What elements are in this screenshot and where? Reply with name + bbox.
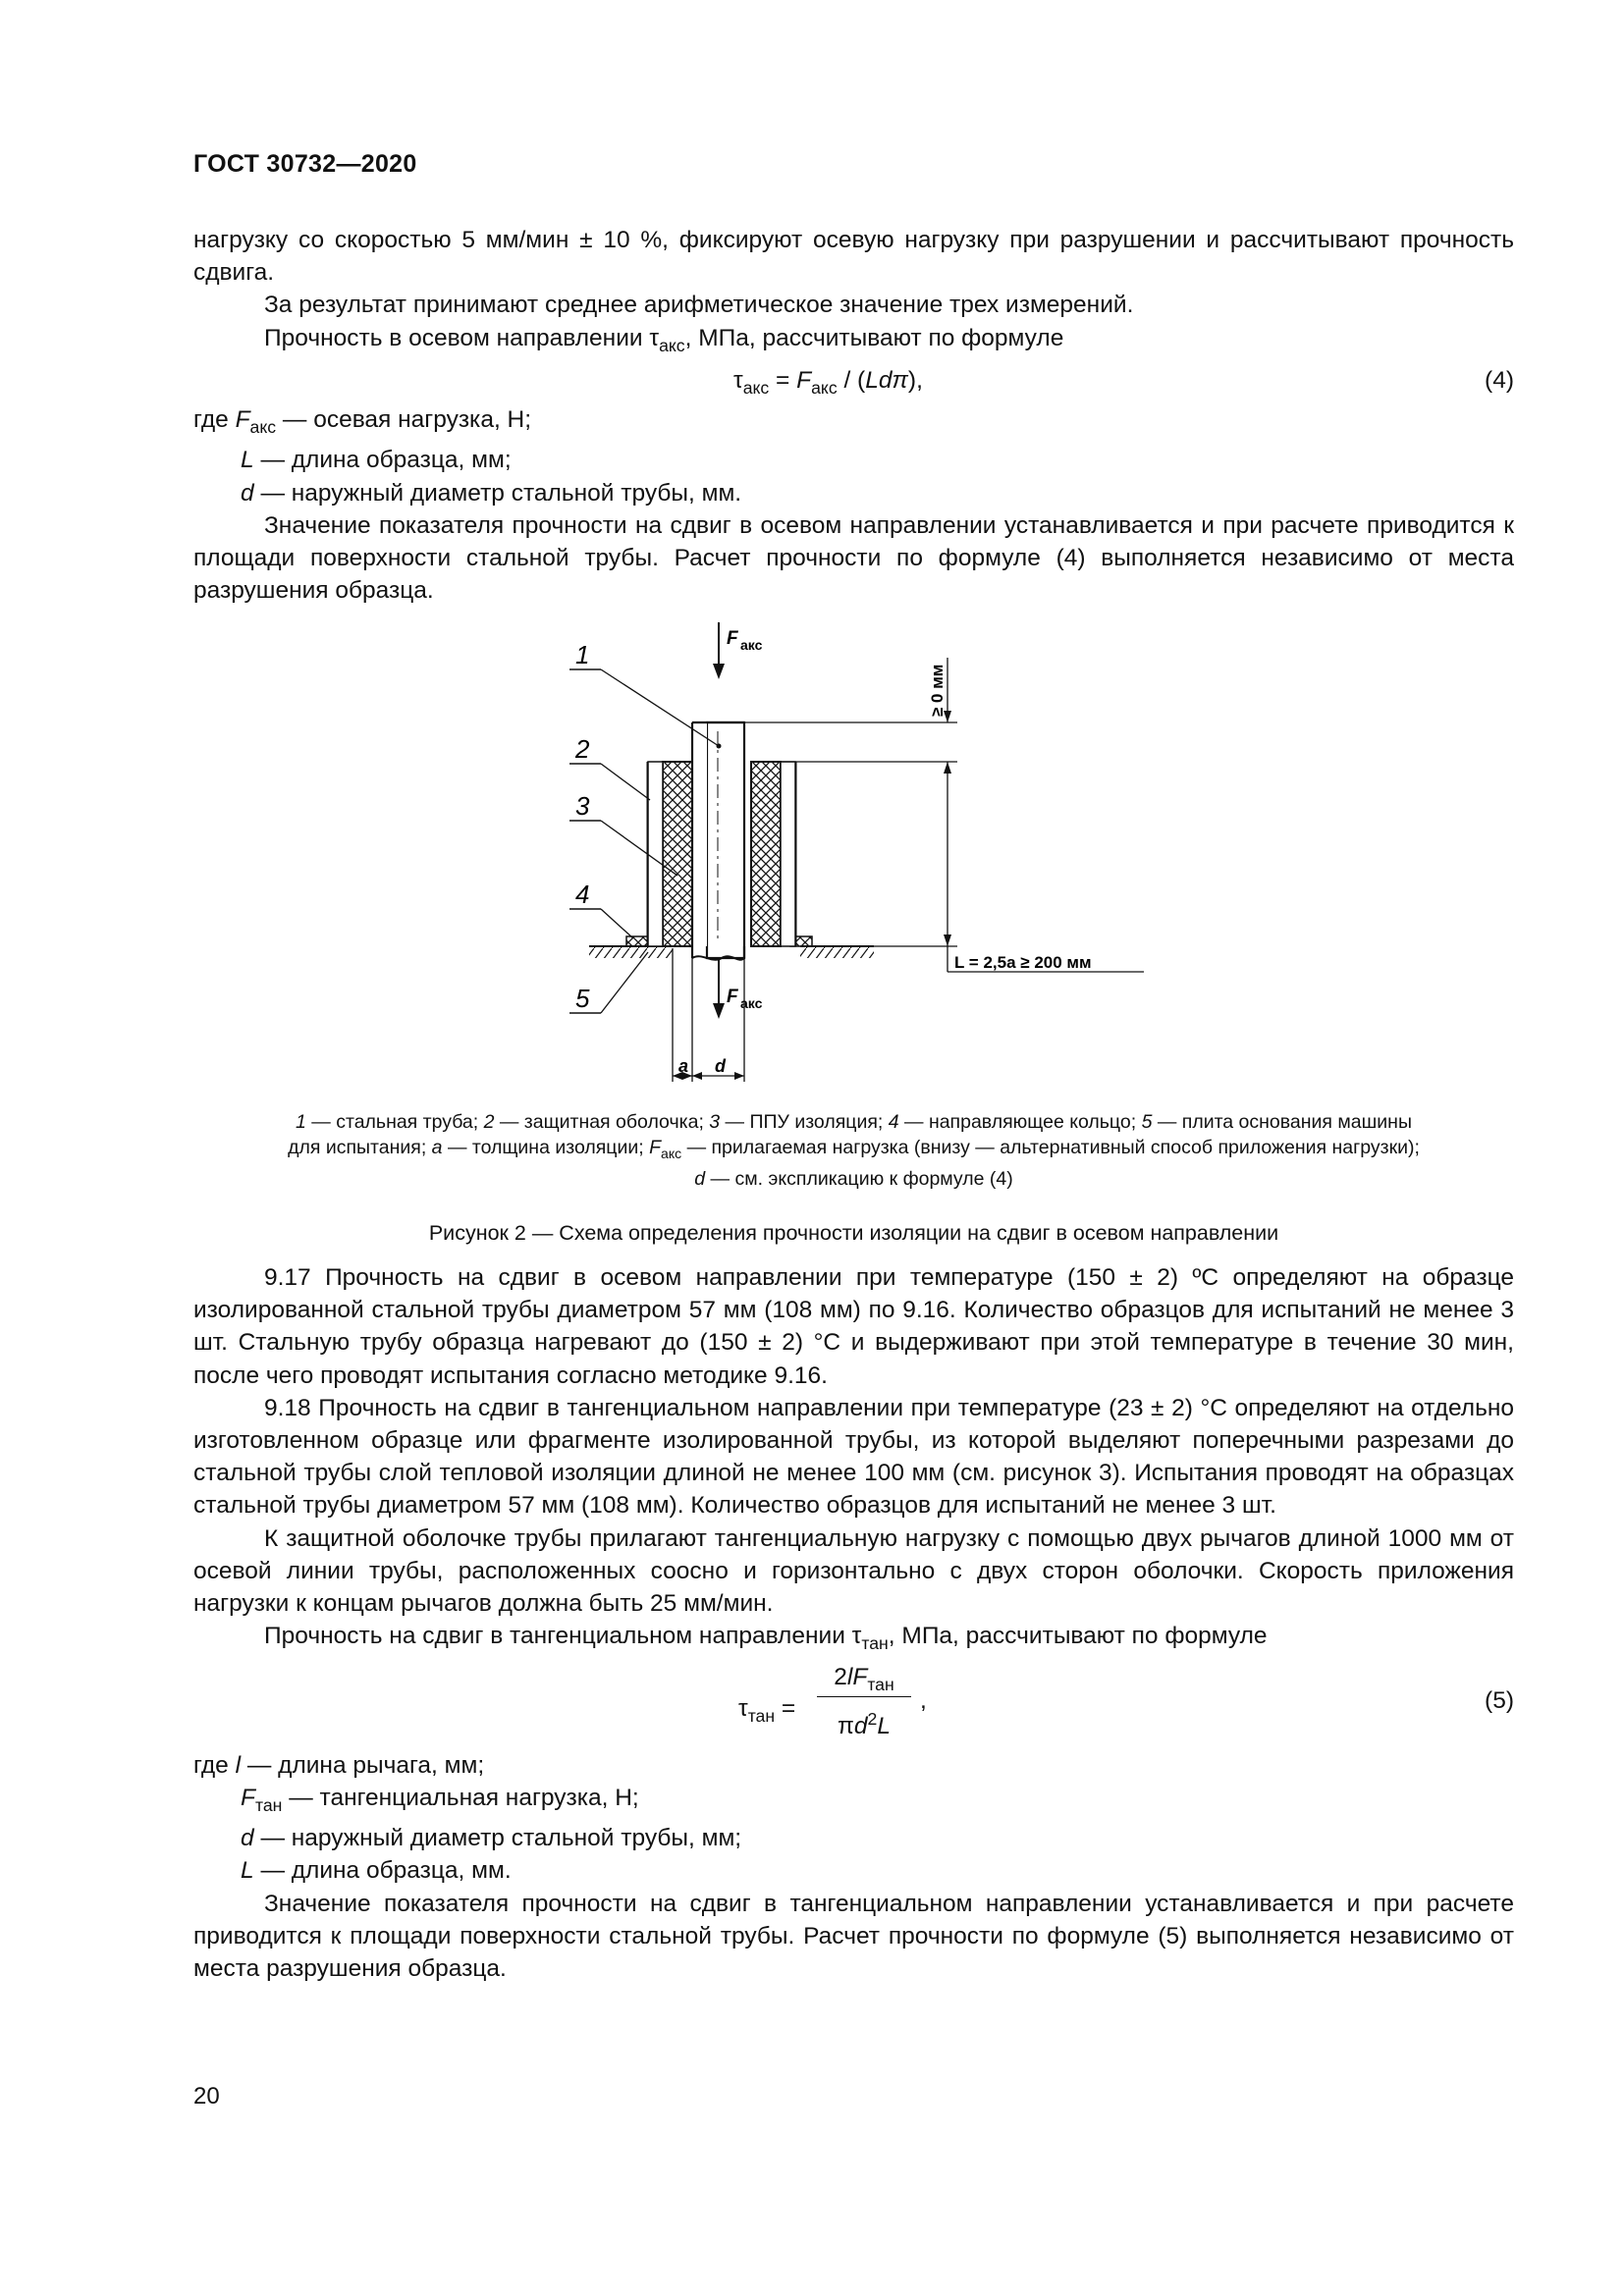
symbols-ld-pi: Ldπ — [865, 366, 908, 394]
text-run: — длина образца, мм; — [253, 447, 512, 474]
callout-3: 3 — [575, 791, 590, 821]
legend-text: — толщина изоляции; — [442, 1137, 650, 1158]
equals: = — [775, 1694, 796, 1722]
paragraph-axial-strength-intro — [193, 322, 1514, 362]
where-line-2 — [193, 444, 1514, 476]
legend-key: 1 — [296, 1111, 306, 1133]
symbol: l — [235, 1751, 242, 1779]
legend-key: 3 — [709, 1111, 721, 1133]
paragraph-9-18: 9.18 Прочность на сдвиг в тангенциальном направлении при температуре (23 ± 2) °С определяют на отдельно изготовленном образце или фрагменте изолированной трубы, из которой выделяют поперечными разрезами до стальной трубы слой тепловой изоляции длиной не менее 100 мм (см. рисунок 3). Испытания проводят на образцах стальной трубы диаметром 57 мм (108 мм). Количество образцов для испытаний не менее 3 шт. — [193, 1394, 1514, 1520]
legend-text: — направляющее кольцо; — [898, 1111, 1142, 1133]
callout-1: 1 — [575, 640, 590, 669]
text-run: ), — [907, 366, 923, 394]
pi-symbol: π — [838, 1712, 854, 1739]
symbol: L — [241, 1857, 254, 1885]
legend-key: 5 — [1141, 1111, 1153, 1133]
figure-2-caption: Рисунок 2 — Схема определения прочности изоляции на сдвиг в осевом направлении — [428, 1221, 1279, 1245]
callout-2: 2 — [575, 734, 590, 764]
paragraph-tangential-note: Значение показателя прочности на сдвиг в тангенциальном направлении устанавливается и при расчете приводится к площади поверхности стальной трубы. Расчет прочности по формуле (5) выполняется независимо от места разрушения образца. — [193, 1890, 1514, 1982]
text-run: , МПа, рассчитывают по формуле — [888, 1623, 1268, 1650]
legend-key: 2 — [483, 1111, 495, 1133]
subscript: тан — [747, 1705, 776, 1726]
text-run: — длина образца, мм. — [253, 1857, 512, 1885]
superscript: 2 — [867, 1708, 878, 1729]
paragraph-continuation: нагрузку со скоростью 5 мм/мин ± 10 %, фиксируют осевую нагрузку при разрушении и рассчитывают прочность сдвига. — [193, 227, 1514, 287]
steel-pipe — [707, 722, 744, 958]
fraction-bar — [817, 1696, 911, 1697]
legend-key: F — [649, 1137, 662, 1158]
gap-dimension: ≥ 0 мм — [928, 664, 947, 717]
where-line-1 — [193, 403, 1514, 444]
legend-key: a — [431, 1137, 443, 1158]
legend-key: d — [694, 1167, 706, 1190]
text-run: — наружный диаметр стальной трубы, мм; — [253, 1825, 742, 1852]
force-label-bottom-sub: акс — [740, 995, 763, 1011]
symbol: d — [241, 1825, 254, 1852]
guide-ring-left — [626, 936, 648, 946]
symbol: L — [241, 447, 254, 474]
text-run: — наружный диаметр стальной трубы, мм. — [253, 479, 742, 507]
legend-line-1 — [193, 1109, 1514, 1135]
subscript: тан — [254, 1794, 283, 1815]
formula-comma: , — [920, 1686, 927, 1714]
text-run: — длина рычага, мм; — [241, 1751, 485, 1779]
subscript: тан — [867, 1674, 894, 1694]
symbol: L — [877, 1712, 891, 1739]
dimension-a: a — [678, 1056, 689, 1076]
legend-text: — стальная труба; — [305, 1111, 484, 1133]
subscript: акс — [811, 378, 838, 399]
callout-5: 5 — [575, 984, 590, 1013]
symbols-lf: lF — [846, 1663, 868, 1690]
page-number: 20 — [193, 2083, 220, 2109]
callout-4: 4 — [575, 880, 590, 909]
formula-5 — [193, 1661, 1514, 1749]
paragraph-result: За результат принимают среднее арифметическое значение трех измерений. — [264, 292, 1134, 319]
tau-symbol: τ — [738, 1694, 748, 1722]
formula-5-lhs — [738, 1692, 795, 1733]
subscript: акс — [659, 335, 685, 355]
text-run: где — [193, 405, 236, 433]
legend-text: — см. экспликацию к формуле (4) — [705, 1167, 1013, 1190]
insulation-left — [663, 762, 692, 946]
dimension-d: d — [715, 1056, 726, 1076]
text-run: где — [193, 1751, 236, 1779]
force-label-top-sub: акс — [740, 637, 763, 653]
length-dimension: L = 2,5a ≥ 200 мм — [954, 953, 1092, 972]
text-run: Прочность в осевом направлении τ — [264, 324, 660, 351]
subscript: акс — [661, 1145, 682, 1161]
where-line-3 — [193, 477, 1514, 509]
force-label-top: F — [727, 628, 738, 649]
text-block-top — [193, 224, 1514, 607]
symbol: d — [853, 1712, 868, 1739]
running-header: ГОСТ 30732—2020 — [193, 150, 417, 178]
text-run: — осевая нагрузка, Н; — [276, 405, 532, 433]
legend-line-3 — [193, 1166, 1514, 1192]
formula-5-denominator — [817, 1703, 911, 1742]
legend-text: — плита основания машины — [1152, 1111, 1412, 1133]
formula-4-number: (4) — [1485, 366, 1514, 394]
tau-symbol: τ — [733, 366, 743, 394]
coefficient: 2 — [834, 1663, 847, 1690]
legend-text: для испытания; — [288, 1137, 432, 1158]
subscript: акс — [742, 378, 770, 399]
text-block-bottom — [193, 1261, 1514, 1985]
where-line-len — [193, 1854, 1514, 1887]
where-line-f — [193, 1782, 1514, 1822]
paragraph-levers: К защитной оболочке трубы прилагают тангенциальную нагрузку с помощью двух рычагов длиной 1000 мм от осевой линии трубы, расположенных соосно и горизонтально с двух сторон оболочки. Скорость приложения нагрузки к концам рычагов должна быть 25 мм/мин. — [193, 1524, 1514, 1618]
equals: = — [769, 366, 797, 394]
formula-4 — [193, 364, 1514, 403]
legend-line-2 — [193, 1135, 1514, 1166]
where-line-d — [193, 1822, 1514, 1854]
symbol: F — [235, 405, 250, 433]
insulation-right — [751, 762, 781, 946]
formula-5-body — [193, 1661, 1514, 1749]
text-run: , МПа, рассчитывают по формуле — [684, 324, 1064, 351]
legend-text: — защитная оболочка; — [494, 1111, 710, 1133]
symbol: F — [241, 1784, 255, 1811]
text-run: / ( — [837, 366, 866, 394]
text-run: Прочность на сдвиг в тангенциальном направлении τ — [264, 1623, 862, 1650]
formula-5-number: (5) — [1485, 1686, 1514, 1714]
force-symbol: F — [796, 366, 812, 394]
where-line-l — [193, 1749, 1514, 1782]
paragraph-9-17: 9.17 Прочность на сдвиг в осевом направлении при температуре (150 ± 2) ºС определяют на образце изолированной стальной трубы диаметром 57 мм (108 мм) по 9.16. Количество образцов для испытаний не менее 3 шт. Стальную трубу образца нагревают до (150 ± 2) °С и выдерживают при этой температуре в течение 30 мин, после чего проводят испытания согласно методике 9.16. — [193, 1264, 1514, 1389]
subscript: тан — [861, 1633, 889, 1654]
text-run: — тангенциальная нагрузка, Н; — [282, 1784, 639, 1811]
formula-4-expression — [733, 364, 923, 404]
figure-2-diagram — [550, 618, 1159, 1090]
legend-text: — ППУ изоляция; — [720, 1111, 889, 1133]
paragraph-tangential-intro — [193, 1620, 1514, 1660]
subscript: акс — [249, 417, 277, 438]
legend-key: 4 — [888, 1111, 899, 1133]
symbol: d — [241, 479, 254, 507]
force-label-bottom: F — [727, 987, 738, 1007]
paragraph-axial-note: Значение показателя прочности на сдвиг в осевом направлении устанавливается и при расчете приводится к площади поверхности стальной трубы. Расчет прочности по формуле (4) выполняется независимо от места разрушения образца. — [193, 511, 1514, 605]
legend-text: — прилагаемая нагрузка (внизу — альтернативный способ приложения нагрузки); — [681, 1137, 1420, 1158]
figure-2-legend — [193, 1109, 1514, 1192]
